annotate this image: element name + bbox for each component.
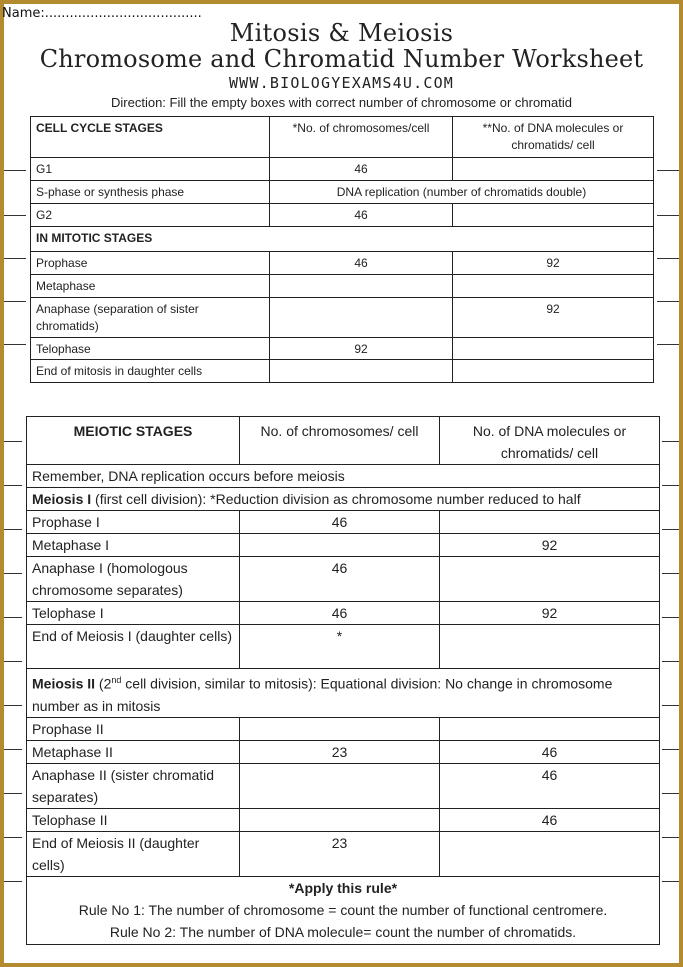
rule-heading: *Apply this rule* [288,879,398,896]
meiosis-2-prefix: (2 [95,675,112,692]
stage-cell: Anaphase I (homologous chromosome separates) [27,557,240,602]
note-row [27,465,660,488]
section-row [31,227,654,252]
header-chromatids: **No. of DNA molecules or chromatids/ cell [453,117,654,158]
table-row [31,275,654,298]
chromatid-cell[interactable] [453,204,654,227]
chromosome-cell[interactable] [240,717,440,740]
margin-tick [4,749,22,750]
stage-cell: End of Meiosis I (daughter cells) [27,625,240,669]
margin-tick [4,485,22,486]
margin-tick [4,441,22,442]
table-row [27,511,660,534]
chromatid-cell[interactable] [440,625,660,669]
chromatid-cell[interactable] [453,275,654,298]
margin-tick [4,215,26,216]
website-url: WWW.BIOLOGYEXAMS4U.COM [228,74,455,92]
margin-tick [657,258,679,259]
meiosis-table [26,416,660,945]
rules-row [27,876,660,944]
chromatid-cell[interactable] [440,511,660,534]
margin-tick [4,837,22,838]
table-row [27,625,660,669]
header-chromosomes: *No. of chromosomes/cell [270,117,453,158]
title-line-2: Chromosome and Chromatid Number Worksheet [39,45,644,73]
chromatid-cell: 92 [440,534,660,557]
margin-tick [4,573,22,574]
chromatid-cell: 46 [440,740,660,763]
table-row [31,158,654,181]
margin-tick [662,529,679,530]
chromosome-cell[interactable] [270,298,453,338]
header-stages: CELL CYCLE STAGES [31,117,270,158]
section-heading: IN MITOTIC STAGES [31,227,654,252]
table-row [31,338,654,360]
margin-tick [4,793,22,794]
margin-tick [4,170,26,171]
stage-cell: Prophase II [27,717,240,740]
chromosome-cell[interactable] [240,763,440,808]
chromosome-cell: 46 [240,602,440,625]
table-row [31,252,654,275]
margin-tick [657,170,679,171]
margin-tick [4,301,26,302]
margin-tick [4,617,22,618]
chromatid-cell: 46 [440,808,660,831]
margin-tick [657,301,679,302]
margin-tick [4,344,26,345]
stage-cell: S-phase or synthesis phase [31,181,270,204]
margin-tick [657,215,679,216]
section-row [27,488,660,511]
section-row [27,669,660,718]
margin-tick [4,258,26,259]
table-row [31,204,654,227]
stage-cell: Metaphase II [27,740,240,763]
stage-cell: Telophase II [27,808,240,831]
table-header-row [31,117,654,158]
stage-cell: Anaphase (separation of sister chromatids) [31,298,270,338]
chromosome-cell: 46 [270,252,453,275]
chromatid-cell[interactable] [440,717,660,740]
margin-tick [662,793,679,794]
chromatid-cell: 92 [440,602,660,625]
chromatid-cell[interactable] [440,831,660,876]
meiosis-2-heading [27,669,660,718]
meiosis-1-label: Meiosis I [32,491,92,507]
meiosis-2-label: Meiosis II [32,675,96,692]
stage-cell: Metaphase I [27,534,240,557]
chromosome-cell: 46 [240,557,440,602]
margin-tick [662,573,679,574]
table-row [31,360,654,383]
rules-cell [27,876,660,944]
chromatid-cell: 92 [453,252,654,275]
replication-reminder: Remember, DNA replication occurs before meiosis [27,465,660,488]
margin-tick [662,661,679,662]
chromosome-cell[interactable] [270,275,453,298]
ordinal-suffix: nd [111,675,122,685]
chromosome-cell: 92 [270,338,453,360]
header-chromosomes: No. of chromosomes/ cell [240,417,440,465]
rule-1: Rule No 1: The number of chromosome = count the number of functional centromere. [78,901,608,918]
stage-cell: Prophase I [27,511,240,534]
chromatid-cell[interactable] [453,360,654,383]
margin-tick [662,485,679,486]
title-line-1: Mitosis & Meiosis [229,19,454,47]
stage-cell: Metaphase [31,275,270,298]
chromosome-cell: 23 [240,831,440,876]
margin-tick [662,617,679,618]
chromosome-cell[interactable] [270,360,453,383]
margin-tick [662,837,679,838]
meiosis-2-description: cell division, similar to mitosis): Equational division: No change in chromosome number as in mitosis [32,675,613,714]
chromosome-cell[interactable] [240,534,440,557]
chromosome-cell: 46 [270,204,453,227]
meiosis-1-description: (first cell division): *Reduction division as chromosome number reduced to half [91,491,581,507]
stage-cell: Telophase I [27,602,240,625]
rule-2: Rule No 2: The number of DNA molecule= count the number of chromatids. [109,923,577,940]
margin-tick [662,881,679,882]
table-row [27,763,660,808]
replication-note: DNA replication (number of chromatids double) [270,181,654,204]
stage-cell: End of Meiosis II (daughter cells) [27,831,240,876]
table-row [31,181,654,204]
chromosome-cell: 46 [270,158,453,181]
stage-cell: Anaphase II (sister chromatid separates) [27,763,240,808]
stage-cell: G1 [31,158,270,181]
table-row [27,831,660,876]
chromatid-cell[interactable] [453,158,654,181]
chromosome-cell[interactable]: * [240,625,440,669]
chromosome-cell: 23 [240,740,440,763]
direction-text: Direction: Fill the empty boxes with correct number of chromosome or chromatid [111,95,572,110]
margin-tick [662,441,679,442]
mitosis-table [30,116,654,383]
stage-cell: End of mitosis in daughter cells [31,360,270,383]
table-row [27,808,660,831]
stage-cell: Telophase [31,338,270,360]
table-row [27,740,660,763]
meiosis-1-heading [27,488,660,511]
chromatid-cell: 92 [453,298,654,338]
stage-cell: G2 [31,204,270,227]
chromosome-cell: 46 [240,511,440,534]
margin-tick [4,661,22,662]
table-row [27,717,660,740]
margin-tick [662,705,679,706]
table-row [27,602,660,625]
header-chromatids: No. of DNA molecules or chromatids/ cell [440,417,660,465]
margin-tick [4,881,22,882]
margin-tick [662,749,679,750]
chromosome-cell[interactable] [240,808,440,831]
table-header-row [27,417,660,465]
table-row [31,298,654,338]
header-stages: MEIOTIC STAGES [27,417,240,465]
stage-cell: Prophase [31,252,270,275]
chromatid-cell: 46 [440,763,660,808]
chromatid-cell[interactable] [453,338,654,360]
chromatid-cell[interactable] [440,557,660,602]
margin-tick [4,705,22,706]
margin-tick [4,529,22,530]
name-field[interactable]: Name:...................................... [2,6,202,21]
table-row [27,557,660,602]
table-row [27,534,660,557]
margin-tick [657,344,679,345]
